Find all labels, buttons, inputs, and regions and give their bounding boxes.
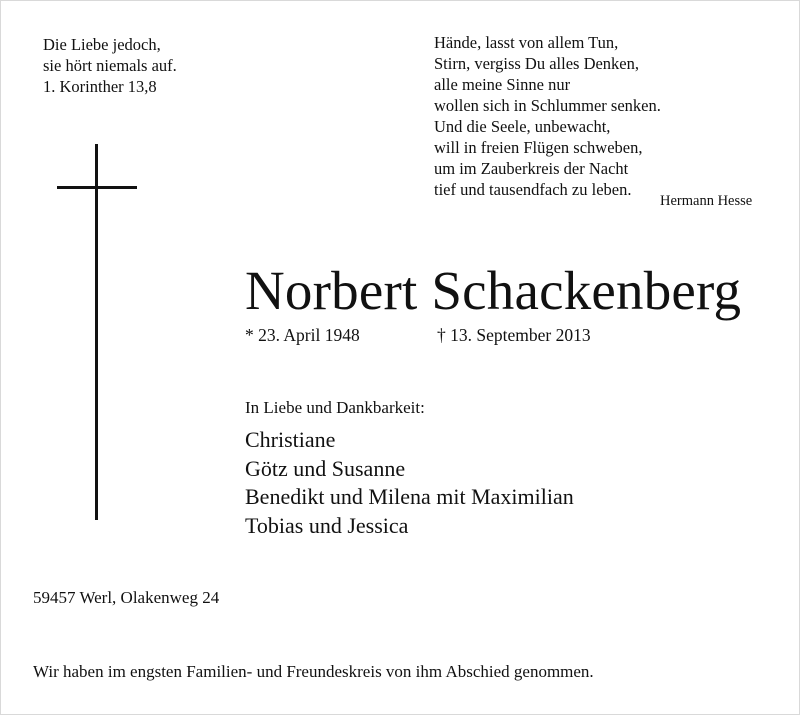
poem-line: wollen sich in Schlummer senken. [434, 96, 661, 115]
address: 59457 Werl, Olakenweg 24 [33, 588, 220, 607]
poem-author: Hermann Hesse [660, 193, 753, 209]
mourner-name: Benedikt und Milena mit Maximilian [245, 484, 574, 509]
poem [434, 32, 661, 200]
mourners-list [245, 426, 574, 540]
poem-line: Hände, lasst von allem Tun, [434, 33, 619, 52]
poem-line: Stirn, vergiss Du alles Denken, [434, 54, 640, 73]
mourner-name: Götz und Susanne [245, 455, 406, 481]
cross-icon-bar [57, 186, 137, 189]
poem-line: will in freien Flügen schweben, [434, 138, 643, 157]
cross-icon [95, 144, 98, 520]
farewell-note: Wir haben im engsten Familien- und Freundeskreis von ihm Abschied genommen. [33, 662, 594, 681]
poem-line: Und die Seele, unbewacht, [434, 117, 611, 136]
mourners-intro: In Liebe und Dankbarkeit: [245, 398, 425, 417]
mourner-name: Christiane [245, 427, 336, 452]
bible-quote [43, 34, 177, 97]
bible-quote-line: Die Liebe jedoch, [43, 35, 161, 54]
birth-date: * 23. April 1948 [245, 325, 360, 345]
bible-quote-line: sie hört niemals auf. [43, 56, 177, 75]
bible-quote-reference: 1. Korinther 13,8 [43, 77, 157, 96]
mourner-name: Tobias und Jessica [245, 512, 409, 538]
deceased-name: Norbert Schackenberg [245, 260, 742, 321]
poem-line: um im Zauberkreis der Nacht [434, 159, 629, 178]
poem-line: tief und tausendfach zu leben. [434, 180, 632, 199]
death-date: † 13. September 2013 [437, 325, 591, 345]
poem-line: alle meine Sinne nur [434, 75, 571, 94]
